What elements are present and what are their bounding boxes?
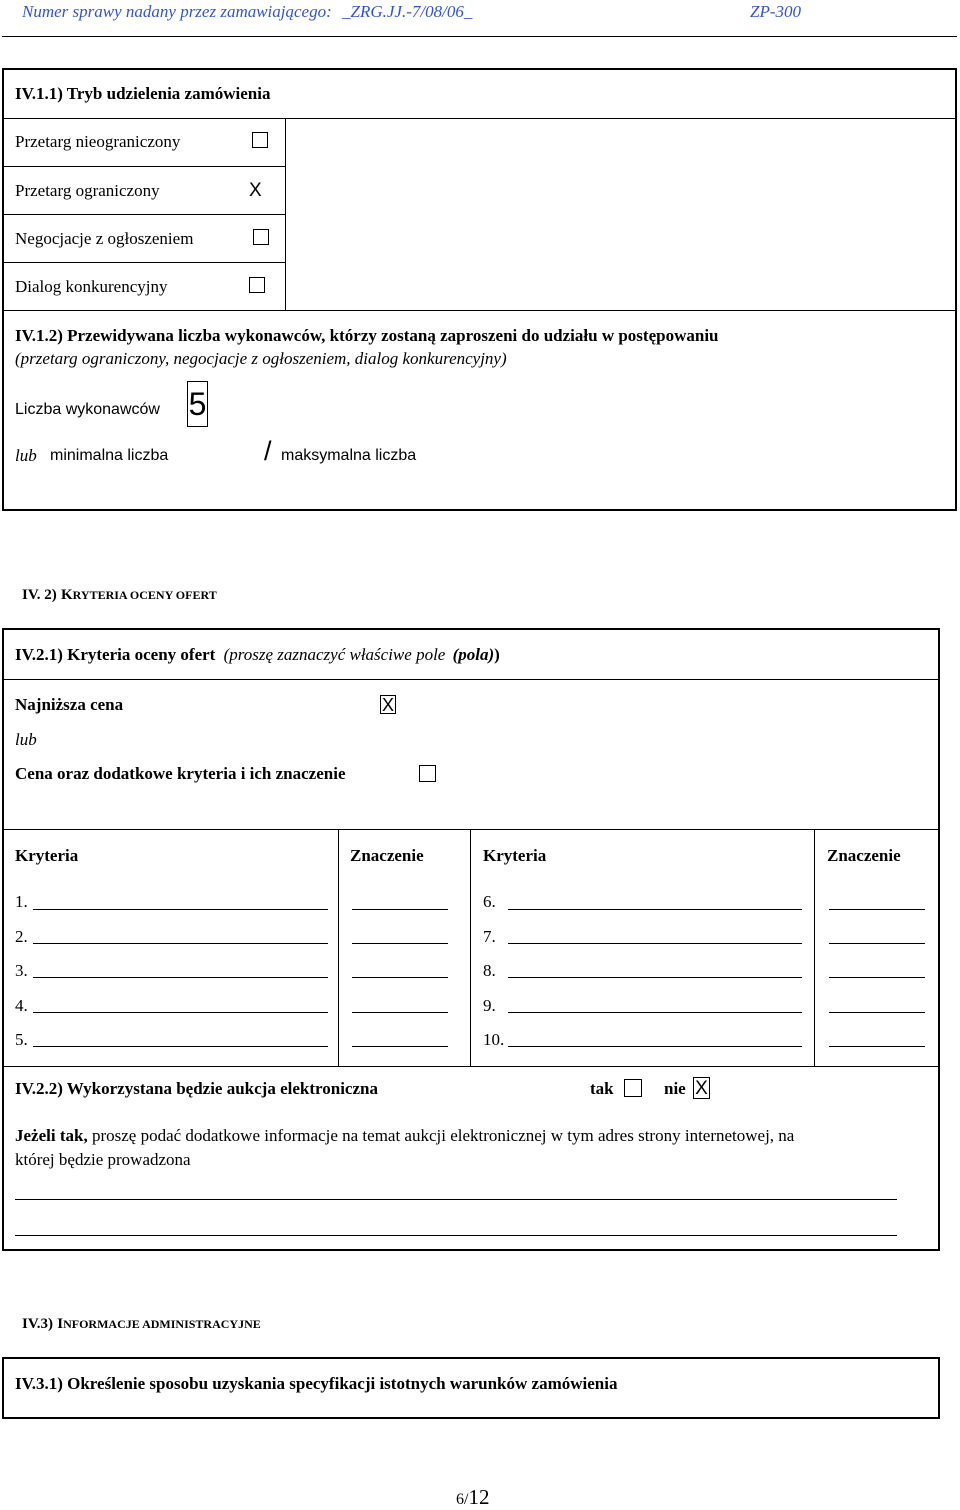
checkbox-unlimited[interactable] bbox=[252, 132, 268, 148]
auction-info-bold: Jeżeli tak, bbox=[15, 1126, 88, 1145]
section-iv-2-rest: RYTERIA OCENY OFERT bbox=[72, 588, 217, 602]
criteria-number-2: 2. bbox=[15, 927, 28, 946]
weight-input-3[interactable] bbox=[352, 977, 448, 978]
header-case-label-text: Numer sprawy nadany przez zamawiającego: bbox=[22, 2, 332, 21]
criteria-number-7: 7. bbox=[483, 927, 496, 946]
weight-input-1[interactable] bbox=[352, 909, 448, 910]
criteria-number-3: 3. bbox=[15, 961, 28, 980]
criteria-number-8: 8. bbox=[483, 961, 496, 980]
option-label-negotiation: Negocjacje z ogłoszeniem bbox=[15, 229, 194, 248]
criteria-input-1[interactable] bbox=[33, 909, 328, 910]
option-price-plus: Cena oraz dodatkowe kryteria i ich znaczenie bbox=[15, 764, 346, 783]
section-iv-3-first: I bbox=[57, 1316, 64, 1332]
criteria-input-4[interactable] bbox=[33, 1012, 328, 1013]
auction-info-input-2[interactable] bbox=[15, 1235, 897, 1236]
weight-input-9[interactable] bbox=[829, 1012, 925, 1013]
section-iv-2-1-hint: (proszę zaznaczyć właściwe pole bbox=[223, 645, 446, 664]
criteria-line-2 bbox=[3, 829, 939, 830]
checkbox-auction-no[interactable]: X bbox=[693, 1077, 710, 1099]
auction-yes-label: tak bbox=[590, 1079, 614, 1098]
section-iv-2-1-hint-paren: (pola) bbox=[452, 645, 495, 664]
section-iv-1-1-title: IV.1.1) Tryb udzielenia zamówienia bbox=[15, 84, 271, 103]
or-label-criteria: lub bbox=[15, 730, 37, 749]
col-weight-1: Znaczenie bbox=[350, 846, 424, 865]
row-line-4 bbox=[3, 262, 285, 263]
option-lowest-price: Najniższa cena bbox=[15, 695, 124, 714]
weight-input-7[interactable] bbox=[829, 943, 925, 944]
header-case-label bbox=[22, 2, 472, 22]
section-iv-2-1-heading bbox=[15, 645, 500, 665]
count-slash: / bbox=[264, 436, 272, 466]
criteria-number-5: 5. bbox=[15, 1030, 28, 1049]
checkbox-lowest-price[interactable]: X bbox=[381, 695, 394, 715]
checkbox-restricted[interactable]: X bbox=[249, 180, 262, 201]
option-label-unlimited: Przetarg nieograniczony bbox=[15, 132, 181, 151]
table-divider-1 bbox=[338, 829, 339, 1066]
row-line-3 bbox=[3, 214, 285, 215]
criteria-input-5[interactable] bbox=[33, 1046, 328, 1047]
weight-input-10[interactable] bbox=[829, 1046, 925, 1047]
section-iv-2-1-hint-close: ) bbox=[494, 645, 500, 664]
criteria-number-9: 9. bbox=[483, 996, 496, 1015]
criteria-number-1: 1. bbox=[15, 892, 28, 911]
criteria-number-6: 6. bbox=[483, 892, 496, 911]
contractor-count-label: Liczba wykonawców bbox=[15, 401, 160, 418]
auction-no-label: nie bbox=[664, 1079, 686, 1098]
weight-input-5[interactable] bbox=[352, 1046, 448, 1047]
section-iv-2-heading bbox=[22, 584, 217, 604]
page-number bbox=[456, 1485, 489, 1510]
criteria-input-8[interactable] bbox=[508, 977, 802, 978]
checkbox-negotiation[interactable] bbox=[253, 229, 269, 245]
checkbox-auction-yes[interactable] bbox=[624, 1079, 642, 1097]
contractor-count-field[interactable]: 5 bbox=[187, 381, 208, 427]
table-divider-3 bbox=[814, 829, 815, 1066]
auction-info-input-1[interactable] bbox=[15, 1199, 897, 1200]
checkbox-dialogue[interactable] bbox=[249, 277, 265, 293]
weight-input-6[interactable] bbox=[829, 909, 925, 910]
row-line-1 bbox=[3, 118, 956, 119]
row-line-2 bbox=[3, 166, 285, 167]
section-iv-3-rest: NFORMACJE ADMINISTRACYJNE bbox=[63, 1317, 261, 1331]
section-iv-3-prefix: IV.3) bbox=[22, 1316, 53, 1332]
section-iv-2-1-title: IV.2.1) Kryteria oceny ofert bbox=[15, 645, 216, 664]
criteria-input-9[interactable] bbox=[508, 1012, 802, 1013]
option-label-restricted: Przetarg ograniczony bbox=[15, 181, 160, 200]
criteria-input-3[interactable] bbox=[33, 977, 328, 978]
criteria-number-10: 10. bbox=[483, 1030, 505, 1049]
section-iv-2-first: K bbox=[60, 587, 73, 603]
col-weight-2: Znaczenie bbox=[827, 846, 901, 865]
weight-input-8[interactable] bbox=[829, 977, 925, 978]
section-iv-1-2-subtitle: (przetarg ograniczony, negocjacje z ogłoszeniem, dialog konkurencyjny) bbox=[15, 349, 507, 368]
section-iv-2-2-title: IV.2.2) Wykorzystana będzie aukcja elektroniczna bbox=[15, 1079, 378, 1098]
max-count-label: maksymalna liczba bbox=[281, 447, 417, 464]
page-current: 6 bbox=[456, 1491, 464, 1508]
criteria-number-4: 4. bbox=[15, 996, 28, 1015]
auction-info-text-2: której będzie prowadzona bbox=[15, 1150, 191, 1169]
page-total: 12 bbox=[468, 1485, 490, 1509]
criteria-input-2[interactable] bbox=[33, 943, 328, 944]
section-iv-1-2-title: IV.1.2) Przewidywana liczba wykonawców, którzy zostaną zaproszeni do udziału w postępowaniu bbox=[15, 326, 719, 345]
option-label-dialogue: Dialog konkurencyjny bbox=[15, 277, 168, 296]
header-case-number: _ZRG.JJ.-7/08/06_ bbox=[342, 2, 473, 21]
checkbox-price-plus[interactable] bbox=[419, 765, 436, 782]
header-form-code: ZP-300 bbox=[750, 2, 801, 21]
col-criteria-1: Kryteria bbox=[15, 846, 79, 865]
section-iv-2-prefix: IV. 2) bbox=[22, 587, 57, 603]
auction-info-rest: proszę podać dodatkowe informacje na temat aukcji elektronicznej w tym adres strony internetowej, na bbox=[87, 1126, 795, 1145]
min-count-label: minimalna liczba bbox=[50, 447, 169, 464]
page-separator: / bbox=[464, 1491, 469, 1508]
criteria-input-7[interactable] bbox=[508, 943, 802, 944]
section-iv-3-1-title: IV.3.1) Określenie sposobu uzyskania specyfikacji istotnych warunków zamówienia bbox=[15, 1374, 618, 1393]
criteria-line-3 bbox=[3, 1066, 939, 1067]
row-line-5 bbox=[3, 310, 956, 311]
table-divider-2 bbox=[470, 829, 471, 1066]
header-rule bbox=[2, 36, 957, 37]
auction-info-text bbox=[15, 1126, 794, 1146]
section-iv-3-heading bbox=[22, 1313, 261, 1333]
option-column-divider bbox=[285, 118, 286, 310]
or-label-count: lub bbox=[15, 446, 37, 465]
criteria-input-10[interactable] bbox=[508, 1046, 802, 1047]
criteria-input-6[interactable] bbox=[508, 909, 802, 910]
col-criteria-2: Kryteria bbox=[483, 846, 547, 865]
weight-input-4[interactable] bbox=[352, 1012, 448, 1013]
weight-input-2[interactable] bbox=[352, 943, 448, 944]
criteria-line-1 bbox=[3, 679, 939, 680]
